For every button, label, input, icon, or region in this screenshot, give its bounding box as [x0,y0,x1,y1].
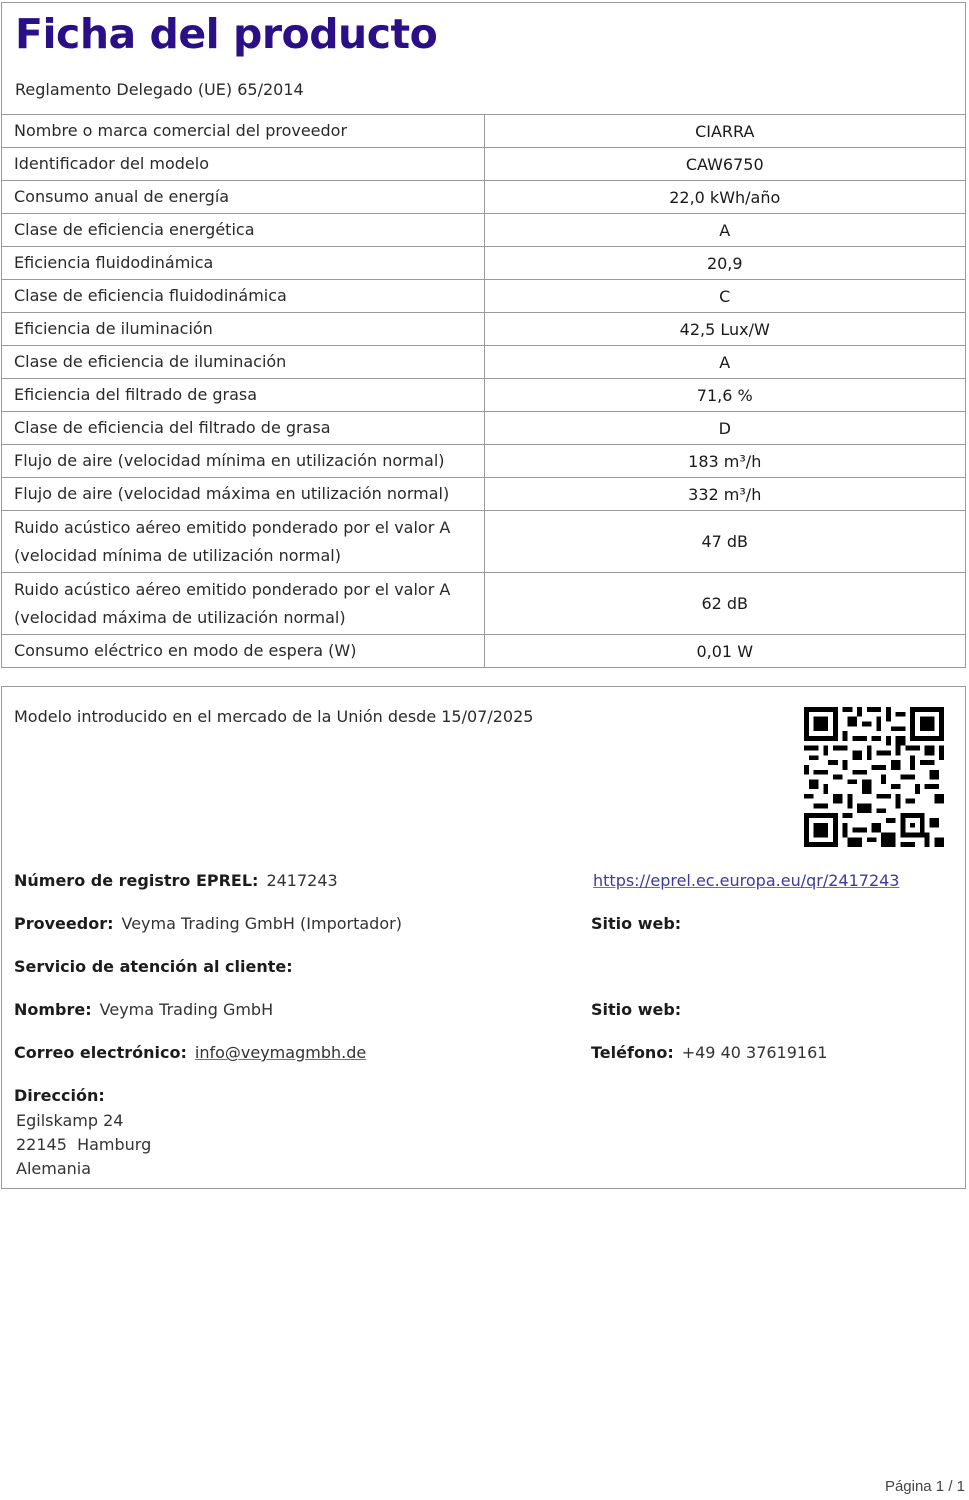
row-value: A [484,346,965,379]
name-value: Veyma Trading GmbH [99,1000,274,1019]
eprel-url-row [593,871,899,890]
eprel-registration [14,871,338,890]
row-value: 20,9 [484,247,965,280]
row-label-line: Ruido acústico aéreo emitido ponderado por el valor A [14,517,451,537]
page-title: Ficha del producto [15,10,438,58]
website-label: Sitio web: [591,1000,682,1019]
row-label: Nombre o marca comercial del proveedor [2,115,484,148]
table-row [2,313,965,346]
email-link[interactable]: info@veymagmbh.de [194,1043,367,1062]
row-value: CAW6750 [484,148,965,181]
address-heading [14,1086,105,1105]
table-row [2,346,965,379]
row-label: Eficiencia fluidodinámica [2,247,484,280]
email-row [14,1043,366,1062]
row-label: Clase de eficiencia fluidodinámica [2,280,484,313]
address-line: Alemania [16,1159,92,1178]
website-label: Sitio web: [591,914,682,933]
row-label: Flujo de aire (velocidad máxima en utilización normal) [2,478,484,511]
product-sheet [1,2,966,668]
website-row-2 [591,1000,681,1019]
row-label: Identificador del modelo [2,148,484,181]
row-value: 22,0 kWh/año [484,181,965,214]
row-value: 62 dB [484,573,965,635]
table-row [2,181,965,214]
supplier-label: Proveedor: [14,914,114,933]
phone-label: Teléfono: [591,1043,674,1062]
name-row [14,1000,273,1019]
table-row [2,280,965,313]
table-row [2,511,965,573]
row-label-line: Ruido acústico aéreo emitido ponderado por el valor A [14,579,451,599]
row-label: Eficiencia de iluminación [2,313,484,346]
address-block [16,1109,151,1181]
supplier-row [14,914,402,933]
row-label: Clase de eficiencia del filtrado de grasa [2,412,484,445]
row-label: Eficiencia del filtrado de grasa [2,379,484,412]
row-value: 47 dB [484,511,965,573]
table-row [2,379,965,412]
supplier-value: Veyma Trading GmbH (Importador) [121,914,402,933]
row-value: 71,6 % [484,379,965,412]
row-value: D [484,412,965,445]
row-label-line: (velocidad máxima de utilización normal) [14,607,346,627]
table-row [2,445,965,478]
supplier-info-panel [1,686,966,1189]
row-label: Consumo anual de energía [2,181,484,214]
market-date-text: Modelo introducido en el mercado de la Unión desde 15/07/2025 [14,707,534,726]
row-value: CIARRA [695,121,755,141]
address-label: Dirección: [14,1086,105,1105]
row-value: 183 m³/h [484,445,965,478]
row-label: Consumo eléctrico en modo de espera (W) [2,635,484,668]
row-value: 332 m³/h [484,478,965,511]
customer-service-row [14,957,293,976]
page-number: Página 1 / 1 [884,1478,965,1495]
table-row [2,214,965,247]
phone-row [591,1043,827,1062]
row-value: 0,01 W [484,635,965,668]
table-row [2,478,965,511]
row-label: Flujo de aire (velocidad mínima en utilización normal) [2,445,484,478]
row-label-line: (velocidad mínima de utilización normal) [14,545,341,565]
table-row [2,148,965,181]
address-line: 22145 Hamburg [16,1135,152,1154]
eprel-label: Número de registro EPREL: [14,871,259,890]
table-row [2,635,965,668]
address-line: Egilskamp 24 [16,1111,124,1130]
row-value: 42,5 Lux/W [484,313,965,346]
spec-table [2,115,965,667]
website-row-1 [591,914,681,933]
table-row [2,412,965,445]
name-label: Nombre: [14,1000,92,1019]
table-row [2,573,965,635]
eprel-value: 2417243 [266,871,338,890]
row-label [2,573,484,635]
table-row [2,115,965,148]
qr-code-icon[interactable] [804,707,944,847]
row-value: A [484,214,965,247]
customer-service-label: Servicio de atención al cliente: [14,957,293,976]
eprel-link[interactable]: https://eprel.ec.europa.eu/qr/2417243 [593,871,900,890]
table-row [2,247,965,280]
regulation-reference: Reglamento Delegado (UE) 65/2014 [2,65,965,115]
row-label: Clase de eficiencia energética [2,214,484,247]
row-label: Clase de eficiencia de iluminación [2,346,484,379]
phone-value: +49 40 37619161 [681,1043,828,1062]
row-value: C [484,280,965,313]
row-label [2,511,484,573]
email-label: Correo electrónico: [14,1043,187,1062]
